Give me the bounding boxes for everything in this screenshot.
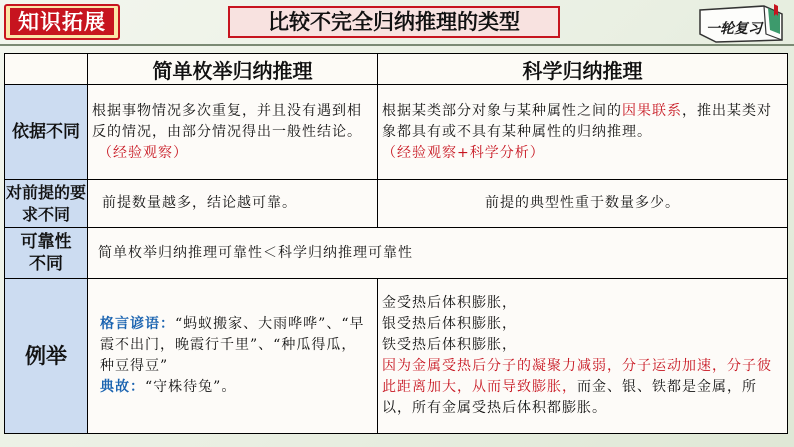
page-title: 比较不完全归纳推理的类型 xyxy=(228,6,560,38)
cell-text: “蚂蚁搬家、大雨哗哗”、“早霞不出门，晚霞行千里”、“种瓜得瓜，种豆得豆” xyxy=(100,316,365,374)
col-header-simple: 简单枚举归纳推理 xyxy=(88,54,378,85)
table-row xyxy=(5,228,788,279)
review-badge-label: 一轮复习 xyxy=(706,21,762,37)
cell-line: 金受热后体积膨胀， xyxy=(382,295,517,311)
allusion-label: 典故： xyxy=(100,379,145,395)
table-cell xyxy=(378,85,788,180)
review-badge xyxy=(694,4,790,44)
corner-cell xyxy=(5,54,88,85)
cell-note: （经验观察+科学分析） xyxy=(382,144,545,161)
table-cell xyxy=(88,85,378,180)
table-header-row xyxy=(5,54,788,85)
cell-text: 而金、银、铁都是金属，所以，所有金属受热后体积都膨胀。 xyxy=(382,379,757,416)
cell-text: 根据事物情况多次重复，并且没有遇到相反的情况，由部分情况得出一般性结论。 xyxy=(92,102,362,140)
cell-text: “守株待兔”。 xyxy=(145,379,237,395)
cell-highlight: 因为金属受热后分子的凝聚力减弱，分子运动加速，分子彼此距离加大，从而导致膨胀， xyxy=(382,358,772,395)
row-label: 可靠性不同 xyxy=(5,228,88,279)
table-cell: 前提数量越多，结论越可靠。 xyxy=(88,180,378,228)
row-label: 例举 xyxy=(5,279,88,434)
cell-text: ，推出某类对象都具有或不具有某种属性的归纳推理。 xyxy=(382,102,772,140)
cell-text: 根据某类部分对象与某种属性之间的 xyxy=(382,102,622,119)
cell-line: 铁受热后体积膨胀， xyxy=(382,337,517,353)
row-label: 依据不同 xyxy=(5,85,88,180)
table-cell: 简单枚举归纳推理可靠性＜科学归纳推理可靠性 xyxy=(88,228,788,279)
section-tag-text: 知识拓展 xyxy=(10,8,114,35)
cell-highlight: 因果联系 xyxy=(622,102,682,119)
col-header-scientific: 科学归纳推理 xyxy=(378,54,788,85)
section-tag xyxy=(4,4,120,40)
table-cell xyxy=(88,279,378,434)
table-cell xyxy=(378,279,788,434)
comparison-table xyxy=(4,53,788,434)
cell-note: （经验观察） xyxy=(98,144,188,161)
cell-line: 银受热后体积膨胀， xyxy=(382,316,517,332)
divider xyxy=(0,44,794,46)
table-cell: 前提的典型性重于数量多少。 xyxy=(378,180,788,228)
table-row xyxy=(5,85,788,180)
table-row xyxy=(5,279,788,434)
proverb-label: 格言谚语： xyxy=(100,316,175,332)
table-row xyxy=(5,180,788,228)
row-label: 对前提的要求不同 xyxy=(5,180,88,228)
